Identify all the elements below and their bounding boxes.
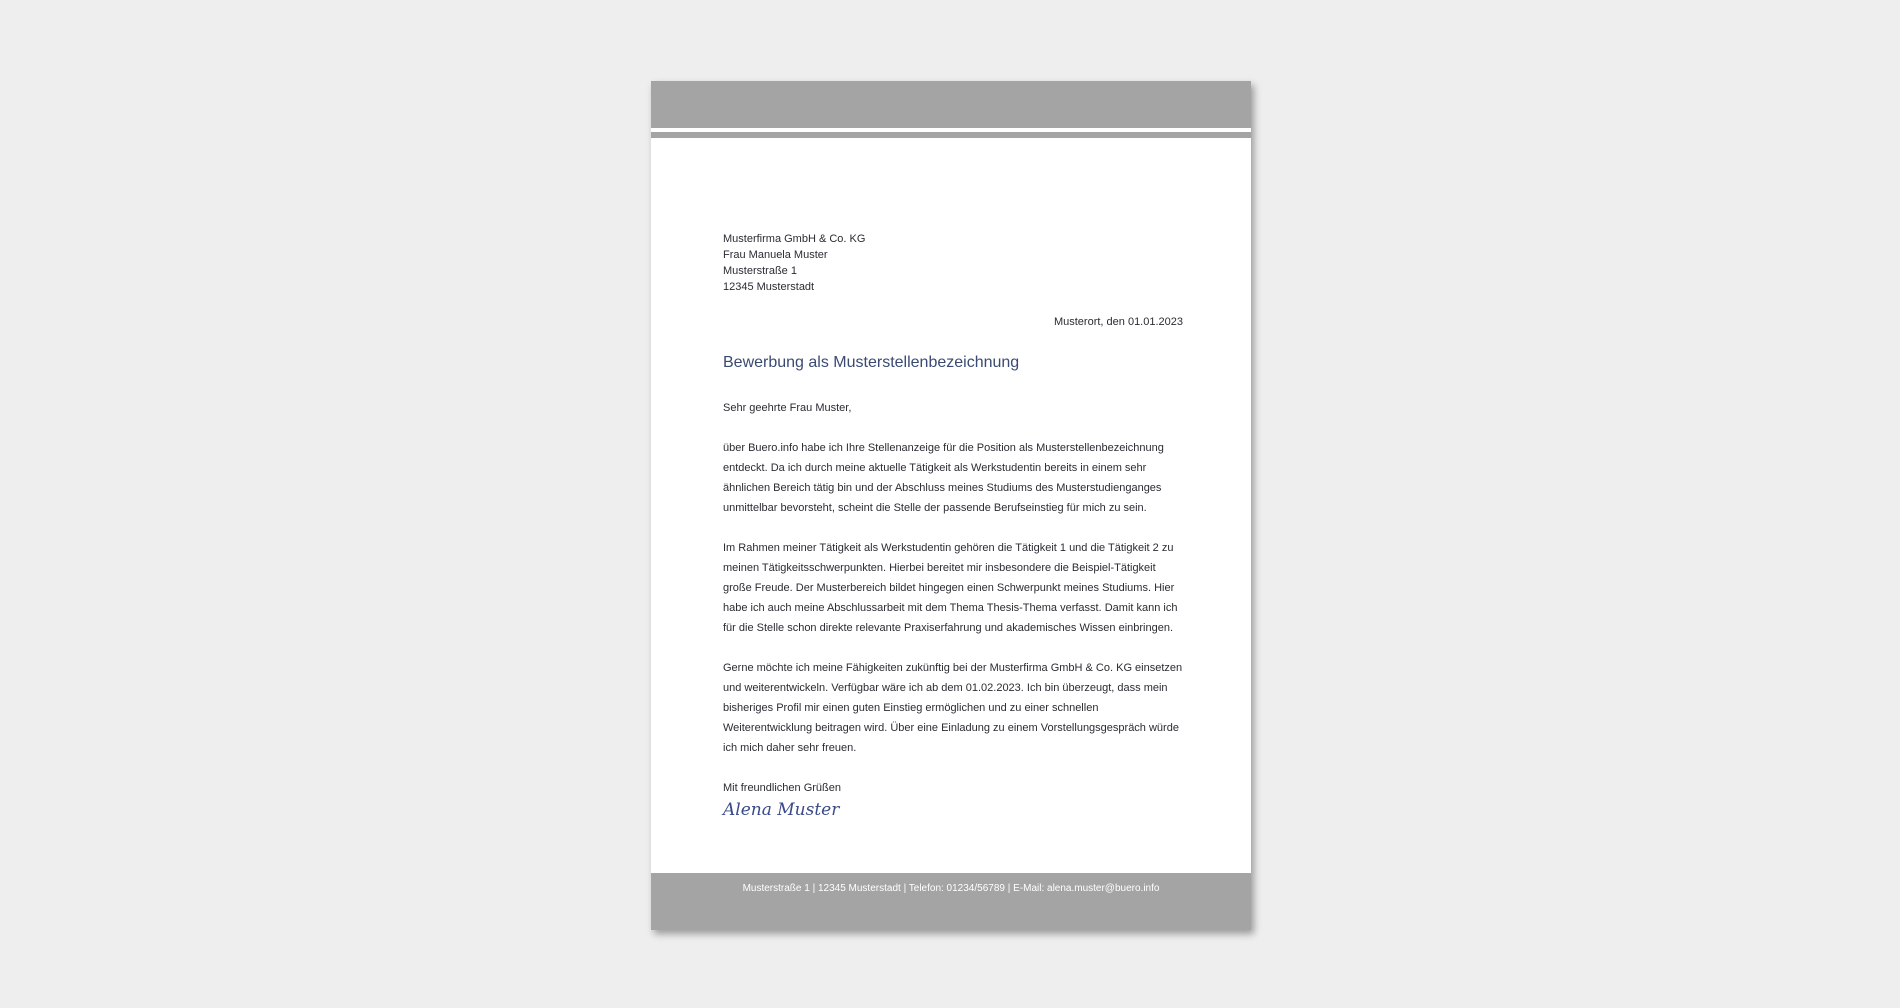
recipient-company: Musterfirma GmbH & Co. KG: [723, 233, 866, 245]
header-band: [651, 81, 1251, 128]
closing: Mit freundlichen Grüßen: [723, 782, 841, 794]
footer-band: [651, 873, 1251, 930]
salutation: Sehr geehrte Frau Muster,: [723, 402, 852, 414]
paragraph-2: Im Rahmen meiner Tätigkeit als Werkstudentin gehören die Tätigkeit 1 und die Tätigkeit 2 zu meinen Tätigkeitsschwerpunkten. Hierbei bereitet mir insbesondere die Beispiel-Tätigkeit große Freude. Der Musterbereich bildet hingegen einen Schwerpunkt meines Studiums. Hier habe ich auch meine Abschlussarbeit mit dem Thema Thesis-Thema verfasst. Damit kann ich für die Stelle schon direkte relevante Praxiserfahrung und akademisches Wissen einbringen.: [723, 542, 1178, 634]
paragraph-1: über Buero.info habe ich Ihre Stellenanzeige für die Position als Musterstellenbezeichnung entdeckt. Da ich durch meine aktuelle Tätigkeit als Werkstudentin bereits in einem sehr ähnlichen Bereich tätig bin und der Abschluss meines Studiums des Musterstudienganges unmittelbar bevorsteht, scheint die Stelle der passende Berufseinstieg für mich zu sein.: [723, 442, 1164, 514]
footer-contact: Musterstraße 1 | 12345 Musterstadt | Telefon: 01234/56789 | E-Mail: alena.muster@buero.info: [742, 883, 1160, 894]
recipient-address: [723, 231, 1183, 295]
subject-line: Bewerbung als Musterstellenbezeichnung: [723, 354, 1020, 371]
letter-page: [651, 81, 1251, 930]
paragraph-3: Gerne möchte ich meine Fähigkeiten zukünftig bei der Musterfirma GmbH & Co. KG einsetzen und weiterentwickeln. Verfügbar wäre ich ab dem 01.02.2023. Ich bin überzeugt, dass mein bisheriges Profil mir einen guten Einstieg ermöglichen und zu einer schnellen Weiterentwicklung beitragen wird. Über eine Einladung zu einem Vorstellungsgespräch würde ich mich daher sehr freuen.: [723, 662, 1183, 754]
recipient-street: Musterstraße 1: [723, 265, 797, 277]
signature: Alena Muster: [723, 800, 840, 820]
place-date: Musterort, den 01.01.2023: [1053, 316, 1183, 328]
recipient-city: 12345 Musterstadt: [723, 281, 815, 293]
recipient-contact: Frau Manuela Muster: [723, 249, 828, 261]
header-rule: [651, 132, 1251, 138]
letter-body: [723, 231, 1183, 821]
